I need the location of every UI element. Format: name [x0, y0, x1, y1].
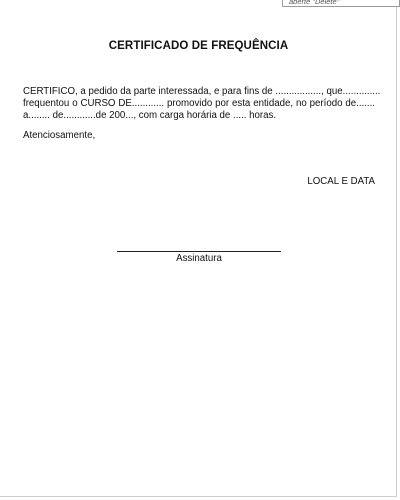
certificate-body	[23, 86, 381, 122]
body-line: CERTIFICO, a pedido da parte interessada, e para fins de ................., que..............	[23, 86, 381, 97]
search-input[interactable]: aberte "Delete"	[282, 0, 400, 7]
place-date-text: LOCAL E DATA	[307, 176, 375, 187]
signature-label: Assinatura	[176, 253, 222, 264]
body-line: frequentou o CURSO DE............ promovido por esta entidade, no período de.......	[23, 98, 375, 109]
closing-text: Atenciosamente,	[23, 130, 96, 141]
document-title: CERTIFICADO DE FREQUÊNCIA	[108, 40, 289, 52]
signature-line	[117, 251, 281, 252]
body-line: a........ de............de 200..., com carga horária de ..... horas.	[23, 110, 277, 121]
